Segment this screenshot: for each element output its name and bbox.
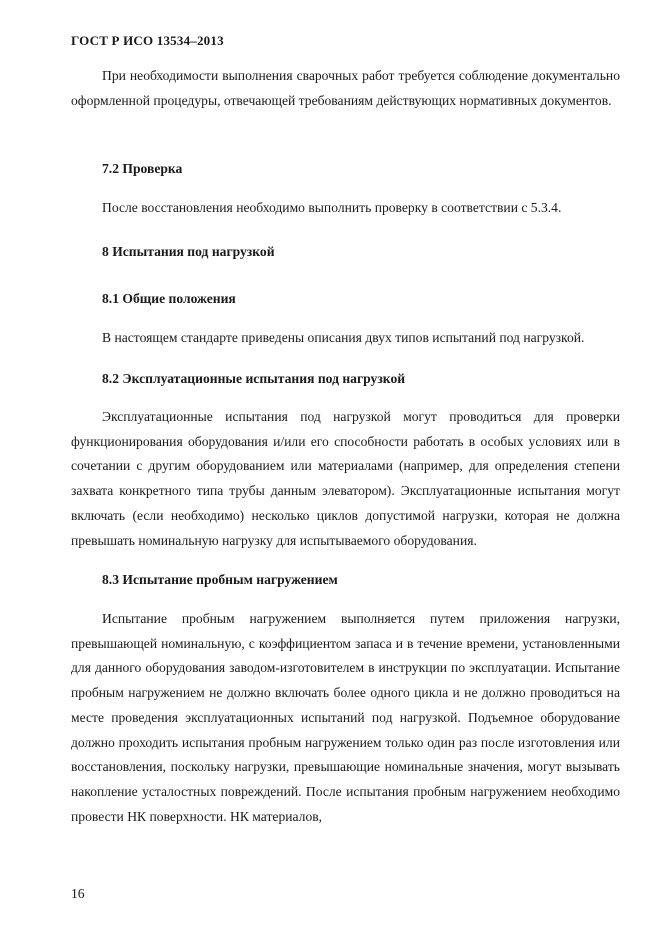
page-header: ГОСТ Р ИСО 13534–2013 [71,33,224,48]
heading-8-1: 8.1 Общие положения [102,291,236,306]
paragraph-8-1: В настоящем стандарте приведены описания двух типов испытаний под нагрузкой. [102,330,585,345]
paragraph-8-3: Испытание пробным нагружением выполняется путем приложения нагрузки, превышающей номинальную, с коэффициентом запаса и в течение времени, установленными для данного оборудования заводом-изготовителем в инструкции по эксплуатации. Испытание пробным нагружением не должно включать более одного цикла и не должно проводиться на месте проведения эксплуатационных испытаний под нагрузкой. Подъемное оборудование должно проходить испытания пробным нагружением только один раз после изготовления или восстановления, поскольку нагрузки, превышающие номинальные значения, могут вызывать накопление усталостных повреждений. После испытания пробным нагружением необходимо провести НК поверхности. НК материалов, [71,611,620,824]
paragraph-8-2: Эксплуатационные испытания под нагрузкой могут проводиться для проверки функционирования оборудования и/или его способности работать в особых условиях или в сочетании с другим оборудованием или материалами (например, для определения степени захвата конкретного типа трубы данным элеватором). Эксплуатационные испытания могут включать (если необходимо) несколько циклов допустимой нагрузки, которая не должна превышать номинальную нагрузку для испытываемого оборудования. [71,409,620,548]
paragraph-welding: При необходимости выполнения сварочных работ требуется соблюдение документально оформленной процедуры, отвечающей требованиям действующих нормативных документов. [71,68,620,108]
heading-8-2: 8.2 Эксплуатационные испытания под нагрузкой [102,371,406,386]
paragraph-7-2: После восстановления необходимо выполнить проверку в соответствии с 5.3.4. [102,200,562,215]
heading-7-2: 7.2 Проверка [102,161,183,176]
page-number: 16 [71,886,85,901]
heading-8-3: 8.3 Испытание пробным нагружением [102,572,338,587]
heading-8: 8 Испытания под нагрузкой [102,244,275,259]
